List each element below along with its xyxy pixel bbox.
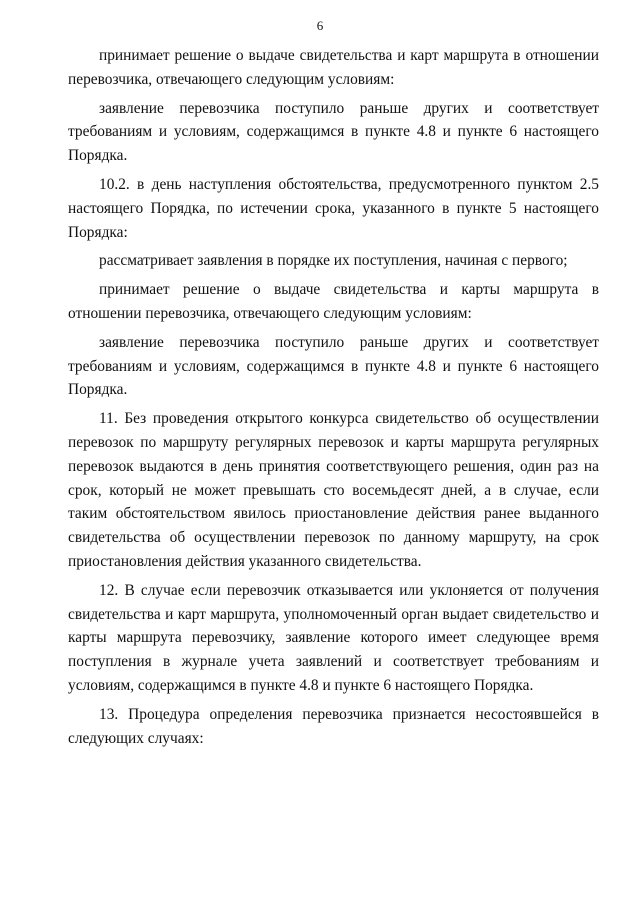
paragraph-decision-card: принимает решение о выдаче свидетельства и карт маршрута в отношении перевозчика, отвечающего следующим условиям:: [68, 47, 599, 88]
paragraph-clause-12: 12. В случае если перевозчик отказывается или уклоняется от получения свидетельства и карт маршрута, уполномоченный орган выдает свидетельство и карты маршрута перевозчику, заявление которого имеет следующее время поступления в журнале учета заявлений и соответствует требованиям и условиям, содержащимся в пункте 4.8 и пункте 6 настоящего Порядка.: [68, 581, 599, 694]
paragraph-decision-card: принимает решение о выдаче свидетельства и карты маршрута в отношении перевозчика, отвечающего следующим условиям:: [68, 281, 599, 322]
paragraph-condition: заявление перевозчика поступило раньше других и соответствует требованиям и условиям, содержащимся в пункте 4.8 и пункте 6 настоящего Порядка.: [68, 99, 599, 165]
paragraph-condition: заявление перевозчика поступило раньше других и соответствует требованиям и условиям, содержащимся в пункте 4.8 и пункте 6 настоящего Порядка.: [68, 333, 599, 399]
page-number: 6: [316, 18, 324, 33]
document-body: [68, 44, 599, 755]
paragraph-clause-11: 11. Без проведения открытого конкурса свидетельство об осуществлении перевозок по маршруту регулярных перевозок и карты маршрута регулярных перевозок выдаются в день принятия соответствующего решения, один раз на срок, который не может превышать сто восемьдесят дней, а в случае, если таким обстоятельством явилось приостановление действия ранее выданного свидетельства об осуществлении перевозок по данному маршруту, на срок приостановления действия указанного свидетельства.: [68, 410, 599, 570]
paragraph-clause-10-2: 10.2. в день наступления обстоятельства, предусмотренного пунктом 2.5 настоящего Порядка, по истечении срока, указанного в пункте 5 настоящего Порядка:: [68, 175, 599, 241]
paragraph-clause-13: 13. Процедура определения перевозчика признается несостоявшейся в следующих случаях:: [68, 705, 599, 747]
paragraph-review-order: рассматривает заявления в порядке их поступления, начиная с первого;: [99, 252, 568, 270]
